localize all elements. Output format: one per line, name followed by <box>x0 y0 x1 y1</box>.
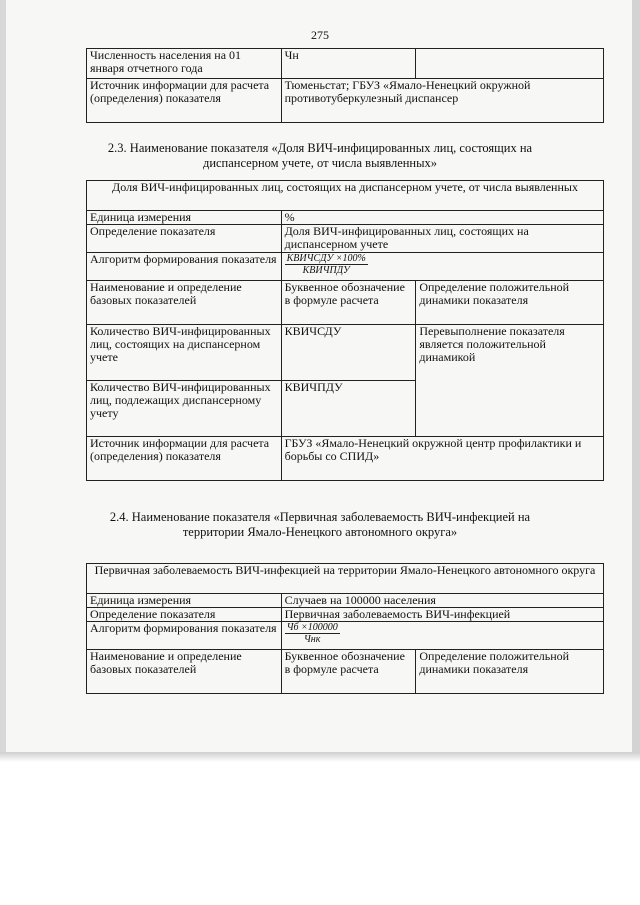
empty-cell <box>416 49 604 79</box>
scan-bottom-edge <box>0 752 640 762</box>
table-title: Первичная заболеваемость ВИЧ-инфекцией на территории Ямало-Ненецкого автономного округа <box>87 564 604 594</box>
base-name: Количество ВИЧ-инфицированных лиц, состоящих на диспансерном учете <box>87 325 282 381</box>
table-row <box>87 325 604 381</box>
table-row <box>87 594 604 608</box>
formula-fraction <box>285 253 368 276</box>
formula-numerator: Чб ×100000 <box>286 622 338 633</box>
definition-label: Определение показателя <box>87 225 282 253</box>
scan-left-edge <box>0 0 6 760</box>
row-label: Источник информации для расчета (определения) показателя <box>87 79 282 123</box>
page-number: 275 <box>311 28 329 42</box>
algorithm-label: Алгоритм формирования показателя <box>87 622 282 650</box>
table-row <box>87 622 604 650</box>
dynamics-value: Перевыполнение показателя является положительной динамикой <box>416 325 604 437</box>
col-header-name: Наименование и определение базовых показателей <box>87 281 282 325</box>
table-row <box>87 79 604 123</box>
table-row <box>87 49 604 79</box>
formula-denominator: КВИЧПДУ <box>302 265 350 276</box>
col-header-dynamics: Определение положительной динамики показателя <box>416 281 604 325</box>
table-title: Доля ВИЧ-инфицированных лиц, состоящих на диспансерном учете, от числа выявленных <box>87 181 604 211</box>
table-title-row <box>87 181 604 211</box>
table-row <box>87 437 604 481</box>
table-row <box>87 253 604 281</box>
row-value: Тюменьстат; ГБУЗ «Ямало-Ненецкий окружной противотуберкулезный диспансер <box>281 79 603 123</box>
section-2-3-heading: 2.3. Наименование показателя «Доля ВИЧ-инфицированных лиц, состоящих на диспансерном учете, от числа выявленных» <box>107 141 533 170</box>
col-header-code: Буквенное обозначение в формуле расчета <box>281 281 416 325</box>
table-title-row <box>87 564 604 594</box>
column-header-row <box>87 281 604 325</box>
scan-right-edge <box>632 0 640 760</box>
col-header-name: Наименование и определение базовых показателей <box>87 650 282 694</box>
algorithm-label: Алгоритм формирования показателя <box>87 253 282 281</box>
source-label: Источник информации для расчета (определения) показателя <box>87 437 282 481</box>
source-value: ГБУЗ «Ямало-Ненецкий окружной центр профилактики и борьбы со СПИД» <box>281 437 603 481</box>
unit-value: Случаев на 100000 населения <box>281 594 603 608</box>
algorithm-formula <box>281 622 603 650</box>
table-row <box>87 608 604 622</box>
base-name: Количество ВИЧ-инфицированных лиц, подлежащих диспансерному учету <box>87 381 282 437</box>
col-header-dynamics: Определение положительной динамики показателя <box>416 650 604 694</box>
row-value: Чн <box>281 49 416 79</box>
formula-fraction <box>285 622 340 645</box>
top-table <box>86 48 604 123</box>
formula-numerator: КВИЧСДУ ×100% <box>286 253 366 264</box>
definition-label: Определение показателя <box>87 608 282 622</box>
row-label: Численность населения на 01 января отчетного года <box>87 49 282 79</box>
table-row <box>87 211 604 225</box>
section-2-3-table <box>86 180 604 481</box>
column-header-row <box>87 650 604 694</box>
col-header-code: Буквенное обозначение в формуле расчета <box>281 650 416 694</box>
unit-value: % <box>281 211 603 225</box>
section-2-4-table <box>86 563 604 694</box>
formula-denominator: Чнк <box>303 634 321 645</box>
definition-value: Доля ВИЧ-инфицированных лиц, состоящих на диспансерном учете <box>281 225 603 253</box>
unit-label: Единица измерения <box>87 594 282 608</box>
algorithm-formula <box>281 253 603 281</box>
unit-label: Единица измерения <box>87 211 282 225</box>
base-code: КВИЧСДУ <box>281 325 416 381</box>
section-2-4-heading: 2.4. Наименование показателя «Первичная заболеваемость ВИЧ-инфекцией на территории Ямало-Ненецкого автономного округа» <box>109 510 531 539</box>
base-code: КВИЧПДУ <box>281 381 416 437</box>
table-row <box>87 225 604 253</box>
definition-value: Первичная заболеваемость ВИЧ-инфекцией <box>281 608 603 622</box>
